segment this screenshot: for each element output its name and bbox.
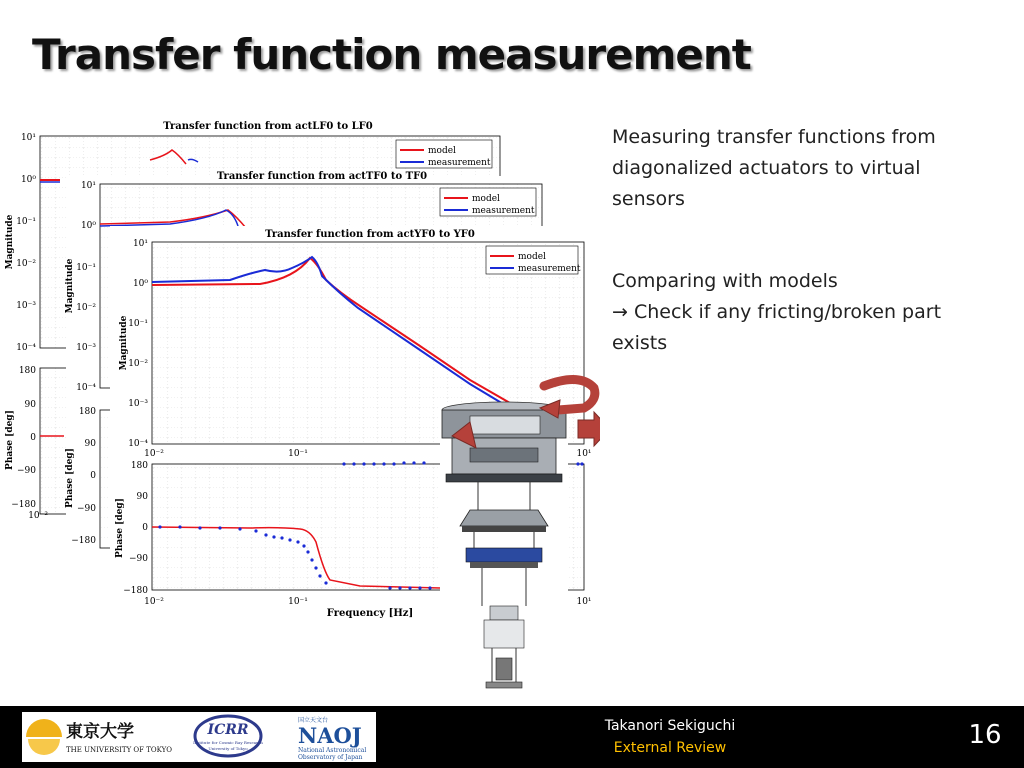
- mag-axis-label: Magnitude: [119, 315, 129, 371]
- utokyo-logo-icon: [26, 719, 172, 755]
- mag-tick: 10⁻⁴: [128, 439, 148, 449]
- freq-tick: 10⁻²: [144, 449, 164, 459]
- presenter-name: Takanori Sekiguchi: [604, 718, 736, 734]
- mag-tick: 10⁻³: [76, 343, 96, 353]
- mag-tick: 10⁰: [20, 175, 36, 185]
- description-line: Measuring transfer functions from: [612, 126, 936, 148]
- icrr-name: ICRR: [207, 722, 249, 738]
- phase-tick: 180: [130, 461, 148, 471]
- mag-tick: 10¹: [132, 239, 148, 249]
- mag-tick: 10⁻⁴: [16, 343, 36, 353]
- legend-model-label: model: [472, 194, 500, 204]
- mag-tick: 10⁻²: [128, 359, 148, 369]
- legend-model-label: model: [428, 146, 456, 156]
- legend-measurement-label: measurement: [472, 206, 535, 216]
- naoj-sub: National Astronomical: [298, 747, 367, 754]
- mag-tick: 10⁻¹: [128, 319, 148, 329]
- mag-tick: 10⁰: [132, 279, 148, 289]
- freq-tick: 10⁻²: [28, 511, 48, 521]
- legend-model-label: model: [518, 252, 546, 262]
- phase-tick: 0: [142, 523, 148, 533]
- bode-plots: [0, 118, 600, 698]
- mag-tick: 10⁻³: [128, 399, 148, 409]
- mag-tick: 10⁻²: [76, 303, 96, 313]
- phase-tick: −180: [11, 500, 36, 510]
- description-line: sensors: [612, 188, 685, 210]
- phase-tick: −180: [123, 586, 148, 596]
- freq-tick: 10¹: [576, 597, 592, 607]
- comparison-text: [612, 266, 1012, 359]
- phase-tick: −90: [77, 504, 96, 514]
- phase-axis-label: Phase [deg]: [65, 448, 75, 508]
- mag-tick: 10⁻³: [16, 301, 36, 311]
- phase-tick: 90: [84, 439, 96, 449]
- mag-tick: 10¹: [80, 181, 96, 191]
- phase-tick: −180: [71, 536, 96, 546]
- mag-tick: 10⁻²: [16, 259, 36, 269]
- suspension-drawing: [440, 402, 568, 690]
- transfer-function-figure: [0, 118, 600, 698]
- description-text: [612, 122, 1012, 215]
- plot-yf0-title: Transfer function from actYF0 to YF0: [265, 229, 475, 240]
- mag-tick: 10⁰: [80, 221, 96, 231]
- comparison-line: exists: [612, 332, 668, 354]
- utokyo-english: THE UNIVERSITY OF TOKYO: [66, 746, 173, 754]
- phase-axis-label: Phase [deg]: [5, 410, 15, 470]
- naoj-name: NAOJ: [298, 723, 362, 748]
- phase-tick: −90: [129, 554, 148, 564]
- footer-bar: [0, 706, 1024, 768]
- mag-tick: 10¹: [20, 133, 36, 143]
- mag-tick: 10⁻¹: [76, 263, 96, 273]
- icrr-sub: Institute for Cosmic Ray Research: [193, 740, 263, 745]
- utokyo-kanji: 東京大学: [66, 722, 134, 742]
- phase-axis-label: Phase [deg]: [115, 498, 125, 558]
- freq-tick: 10⁻²: [144, 597, 164, 607]
- naoj-sub: Observatory of Japan: [298, 754, 363, 761]
- phase-tick: 90: [136, 492, 148, 502]
- phase-tick: 0: [30, 433, 36, 443]
- phase-tick: 180: [78, 407, 96, 417]
- mag-axis-label: Magnitude: [5, 214, 15, 270]
- legend-measurement-label: measurement: [428, 158, 491, 168]
- naoj-logo-icon: [298, 716, 366, 761]
- freq-tick: 10⁻¹: [288, 597, 308, 607]
- mag-axis-label: Magnitude: [65, 258, 75, 314]
- comparison-line: Comparing with models: [612, 270, 838, 292]
- event-name: External Review: [613, 740, 727, 756]
- phase-tick: 0: [90, 471, 96, 481]
- freq-tick: 10¹: [576, 449, 592, 459]
- plot-lf0-title: Transfer function from actLF0 to LF0: [163, 121, 373, 132]
- slide-title: Transfer function measurement: [32, 30, 751, 79]
- phase-tick: −90: [17, 466, 36, 476]
- naoj-small: 国立天文台: [298, 717, 329, 724]
- mag-tick: 10⁻¹: [16, 217, 36, 227]
- phase-tick: 180: [18, 366, 36, 376]
- icrr-sub: University of Tokyo: [208, 746, 248, 751]
- institution-logos: [22, 712, 376, 762]
- icrr-logo-icon: [193, 716, 263, 756]
- freq-tick: 10⁻¹: [288, 449, 308, 459]
- freq-axis-label: Frequency [Hz]: [326, 608, 414, 619]
- mag-tick: 10⁻⁴: [76, 383, 96, 393]
- phase-tick: 90: [24, 400, 36, 410]
- comparison-line: → Check if any fricting/broken part: [612, 301, 942, 323]
- page-number: 16: [968, 720, 1002, 750]
- legend-measurement-label: measurement: [518, 264, 581, 274]
- plot-tf0-title: Transfer function from actTF0 to TF0: [216, 171, 428, 182]
- description-line: diagonalized actuators to virtual: [612, 157, 921, 179]
